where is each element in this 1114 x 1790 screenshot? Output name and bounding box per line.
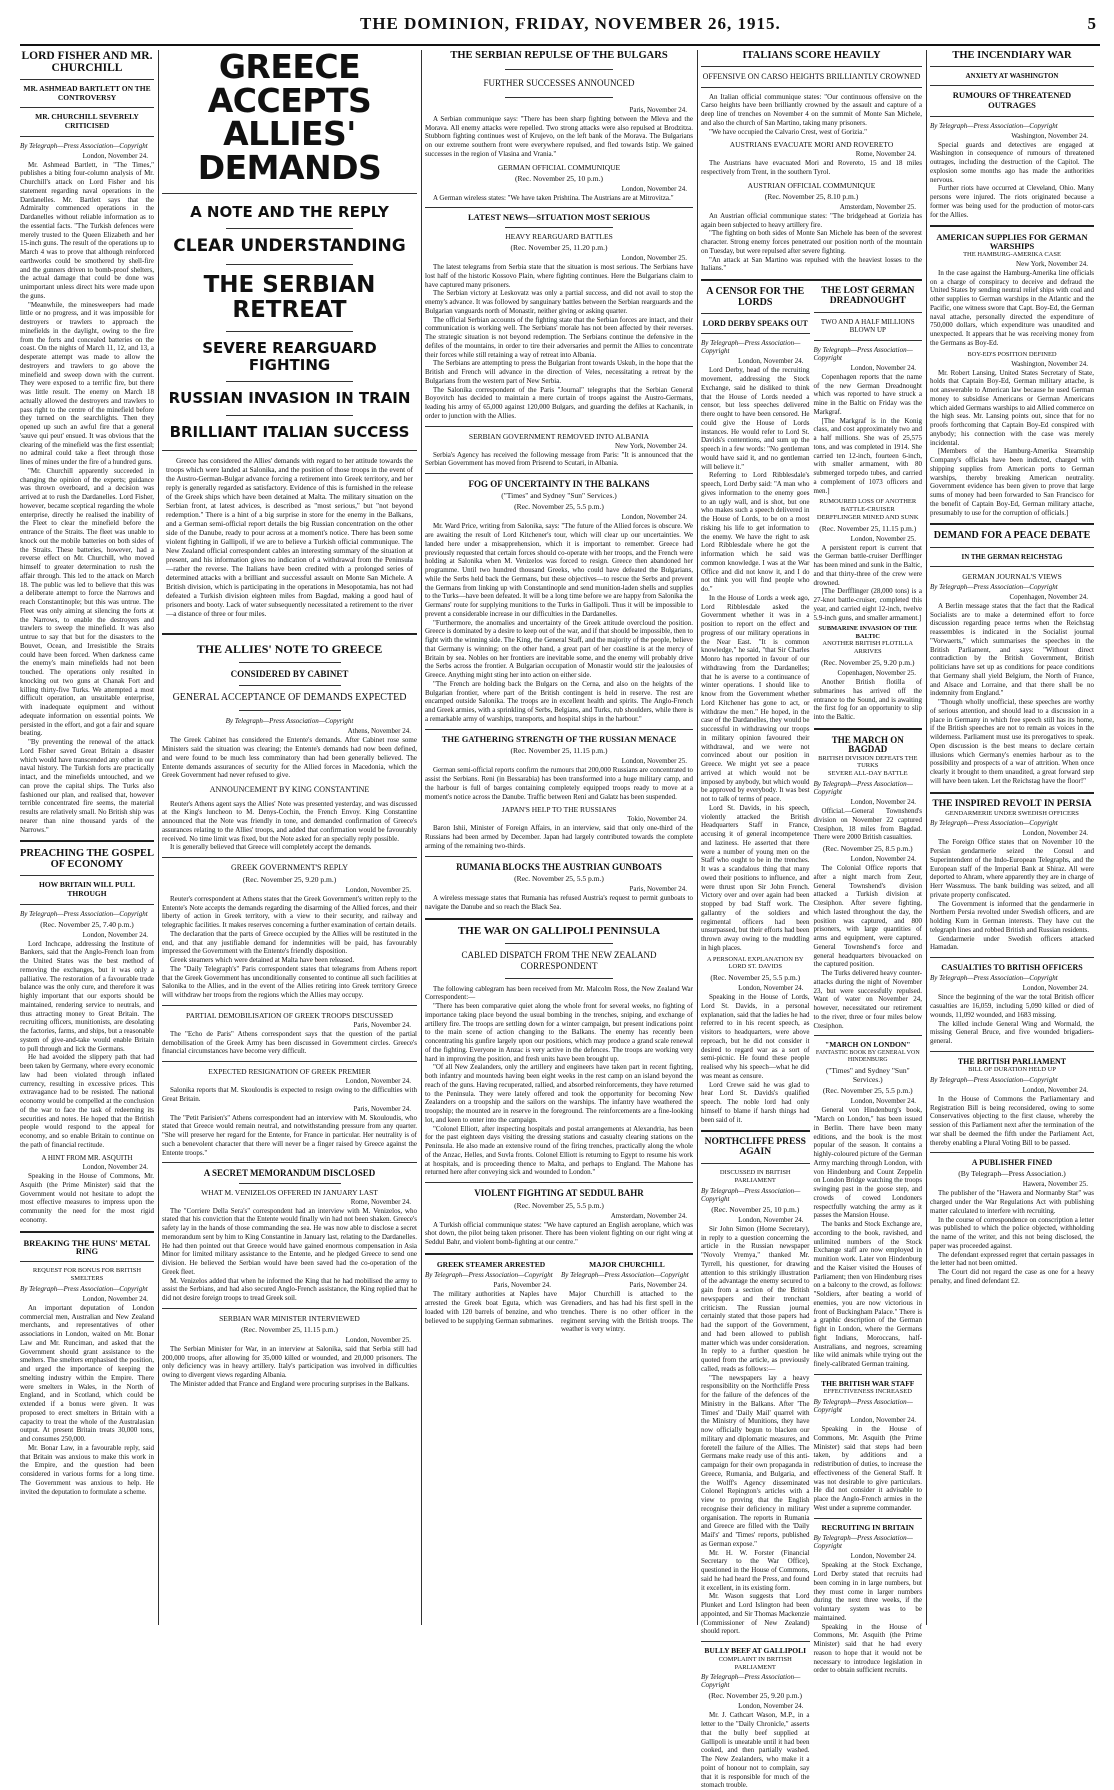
subhead: SEVERE ALL-DAY BATTLE: [827, 770, 908, 778]
article-paragraph: Reuter's Athens agent says the Allies' Note was presented yesterday, and was discussed at the King's luncheon to M. Denys-Cochin, the French Envoy. King Constantine announced that the Note was friendly in tone, and demanded confirmation of Greece's assurances relating to the Allies' troops, and added that confirmation would be favourably received. No time limit was fixed, but the Note asked for an specially reply possible.: [162, 799, 417, 843]
received-line: (Rec. November 25, 10 p.m.): [711, 1204, 800, 1214]
article-paragraph: A Turkish official communique states: "We have captured an English aeroplane, which was shot down, the pilot being taken prisoner. There has been violent fighting on our right wing at Seddul Bahr, and violent bomb-fighting at our centre.": [425, 1220, 693, 1247]
subhead: MAJOR CHURCHILL: [589, 1259, 665, 1269]
article-paragraph: The Foreign Office states that on November 10 the Persian gendarmerie seized the Consul and Superintendent of the Indo-European Telegraphs, and the European staff of the Imperial Bank at Shiraz. All were deported to Ahram, where apparently they are in charge of Herr Wassmuss. The bank building was seized, and all private property confiscated.: [930, 838, 1094, 899]
subhead: SERBIAN GOVERNMENT REMOVED INTO ALBANIA: [468, 431, 650, 441]
dateline: London, November 24.: [738, 357, 804, 366]
subhead: RUMOURS OF THREATENED OUTRAGES: [952, 90, 1072, 110]
dateline: Athens, November 24.: [347, 727, 411, 736]
byline: By Telegraph—Press Association—Copyright: [701, 1186, 801, 1203]
column-2: [162, 47, 417, 1625]
article-paragraph: "By preventing the renewal of the attack Lord Fisher saved Great Britain a disaster which would have transcended any other in our naval history. The Turkish forts are practically intact, and the minefields untouched, and we can prove the capital ships. The Turks also fashioned our plan, and realised that, however terrible concentrated fire seems, the material results are relatively small. No British ship was nearer than nine thousand yards of the Narrows.": [20, 738, 154, 834]
article-paragraph: "Meanwhile, the minesweepers had made little or no progress, and it was impossible for destroyers or trawlers to approach the minefields in the daylight, owing to the fire from the forts and concealed batteries on the coast. On the nights of March 11, 12, and 13, a desperate attempt was made to allow the destroyers and trawlers to go above the minefield and sweep down with the current. They were exposed to a terrific fire, but there was little result. The enemy on March 18 actually allowed the destroyers and trawlers to pass right to the centre of the minefield before they turned on the searchlights. Then they opened up such an awful fire that a general 'sauve qui peut' ensued. It was obvious that the clearing of the minefield was the first essential; no admiral could take a fleet through those lines of mines under the fire of a hundred guns.: [20, 300, 154, 467]
subhead: THE HAMBURG-AMERIKA CASE: [963, 251, 1061, 259]
dateline: London, November 24.: [850, 798, 916, 807]
byline: By Telegraph—Press Association—Copyright: [701, 1673, 801, 1690]
subhead: GREEK STEAMER ARRESTED: [436, 1259, 546, 1269]
received-line: (Rec. November 25, 7.40 p.m.): [40, 919, 134, 929]
subhead: FANTASTIC BOOK BY GENERAL VON HINDENBURG: [815, 1049, 920, 1064]
subhead: LORD DERBY SPEAKS OUT: [702, 319, 808, 329]
subhead: CASUALTIES TO BRITISH OFFICERS: [941, 963, 1083, 973]
article-paragraph: "Colonel Elliott, after inspecting hospitals and postal arrangements at Alexandria, has been for the past eighteen days visiting the dressing stations and casualty clearing stations on the Peninsula. He also made an extensive round of the firing trenches, practically along the whole of the Anzac, Helles, and Suvla fronts. Colonel Elliott is returning to Egypt to resume his work at hospitals, and is proceeding thence to Malta, and perhaps to England. The Mahone has returned here after conveying sick and wounded to London.": [425, 1124, 693, 1177]
article-paragraph: The "Echo de Paris" Athens correspondent says that the question of the partial demobilisation of the Greek Army has been discussed in Government circles. Greece's financial circumstances have become very difficult.: [162, 1029, 417, 1056]
masthead-title: THE DOMINION, FRIDAY, NOVEMBER 26, 1915.: [360, 14, 781, 33]
dateline: Rome, November 24.: [350, 1197, 411, 1206]
article-paragraph: Major Churchill is attached to the Grenadiers, and has had his first spell in the trenches. There is no other officer in the regiment serving with the British troops. The weather is very wintry.: [561, 1290, 693, 1334]
article-paragraph: An Austrian official communique states: "The bridgehead at Gorizia has again been subjected to heavy artillery fire.: [701, 211, 922, 229]
article-paragraph: The Austrians have evacuated Mori and Rovereto, 15 and 18 miles respectively from Trent, in the southern Tyrol.: [701, 159, 922, 177]
article-paragraph: He had avoided the slippery path that had been taken by Germany, where every economic law had been violated through inflated currency, resulting in excessive prices. This extravagance had to be resisted. The national economy would be compelled at the conclusion of the war to face the task of redeeming its securities and notes. He hoped that the British people would respond to the appeal for economy, and so enable Britain to continue on the path of financial rectitude.: [20, 1053, 154, 1149]
dateline: Copenhagen, November 25.: [837, 669, 916, 677]
article-paragraph: [The Derfflinger (28,000 tons) is a 27-knot battle-cruiser, completed this year, and carried eight 12-inch, twelve 5.9-inch guns, and smaller armament.]: [813, 587, 922, 622]
headline-northcliffe: NORTHCLIFFE PRESS AGAIN: [704, 1137, 806, 1158]
service-line: (By Telegraph—Press Association.): [958, 1169, 1066, 1179]
subhead: EXPECTED RESIGNATION OF GREEK PREMIER: [208, 1067, 371, 1077]
article-paragraph: Since the beginning of the war the total British officer casualties are 16,059, including 5,090 killed or died of wounds, 11,092 wounded, and 1683 missing.: [930, 993, 1094, 1019]
article-paragraph: "Mr. Churchill apparently succeeded in changing the opinion of the experts; guidance was thrown overboard, and a decision was arrived at to rush the Dardanelles. Lord Fisher, however, became sceptical regarding the whole enterprise, directly he realised the inability of the Fleet to clear the minefield before the entrance of the Straits. The fleet was unable to knock out the mobile batteries on both sides of the Straits. These batteries, however, had a reverse effect on Mr. Churchill, who moved himself to greater determination to rush the affair through. This led to the attack on March 18. The public was led to believe that this was a deliberate attempt to force the Narrows and reach Constantinople; but this was untrue. The Fleet was only aiming at silencing the forts at the Narrows, to enable the destroyers and trawlers to sweep the minefield. It was also untrue to say that but for the disasters to the Bouvet, Ocean, and Irresistible the Straits could have been forced. When darkness came the enemy's main minefields had not been touched. The operations only resulted in knocking out two guns at Chanak Fort and killing thirty-five Turks. We attempted a most difficult operation, an unsuitable enterprise, with inadequate equipment and without adequate information on essential points. We persisted in the effort, and got a fair and square beating.: [20, 466, 154, 738]
subhead: A HINT FROM MR. ASQUITH: [41, 1153, 133, 1162]
article-paragraph: A Berlin message states that the fact that the Radical Socialists are to make a determined effort to force discussion regarding peace terms when the Reichstag reassembles is indicated in the Socialist journal "Vorwaerts," which summarises the speeches in the British Parliament, and says: "Without direct contradiction by the British Government, British politicians have set up as conditions for peace conditions that Germany shall yield Belgium, the North of France, and Alsace and Lorraine, and that there shall be no indemnity from England.": [930, 601, 1094, 698]
headline-peace-debate: DEMAND FOR A PEACE DEBATE: [933, 530, 1091, 542]
page-number: 5: [1087, 14, 1096, 33]
subhead: CABLED DISPATCH FROM THE NEW ZEALAND CORRESPONDENT: [461, 950, 657, 971]
article-paragraph: The Salonika correspondent of the Paris "Journal" telegraphs that the Serbian General Boyovitch has decided to maintain a mere curtain of troops against the Austro-Germans, leading his army of 65,000 against 120,000 Bulgars, and guarding the defiles at Kachanik, in order to junction with the Allies.: [425, 385, 693, 420]
subhead: SERBIAN WAR MINISTER INTERVIEWED: [219, 1313, 360, 1323]
subhead: RUMANIA BLOCKS THE AUSTRIAN GUNBOATS: [456, 861, 662, 872]
article-paragraph: "Though wholly unofficial, these speeches are worthy of serious attention, and should lead to a discussion in a place in Germany in which free speech still has its home, if the British speeches are not to remain as voices in the wilderness. Parliament must use its prerogatives to speak. Open discussion is the best means to declare certain illusions which Germany's enemies harbour as to the possibility and prospects of a war of attrition. When once clearly it brought to them unaudited, a great forward step will have been taken. Let the Reichstag have the floor!": [930, 698, 1094, 785]
subhead: SUBMARINE INVASION OF THE BALTIC: [818, 625, 918, 640]
article-paragraph: General von Hindenburg's book, "March on London," has been issued in Berlin. There have been many editions, and the book is the most popular of the season. It contains a highly-coloured picture of the German Army marching through London, with von Hindenburg and Count Zeppelin on London Bridge watching the troops swinging past in the goose step, and crowds of cowed Londoners respectfully watching the army as it passes the Mansion House.: [813, 1106, 922, 1220]
article-paragraph: The "Corriere Della Sera's" correspondent had an interview with M. Venizelos, who stated that his conviction that the Entente would finally win had not been shaken. Greece's safety lay in the hands of those commanding the sea. He was now able to disclose a secret memorandum sent by him to King Constantine in January last, relating to the Dardanelles. He had then pointed out that Greece would have gained enormous compensation in Asia Minor for limited military assistance to the Entente, and he pledged Greece to send one division. He believed the Serbian would have been saved had the co-operation of the Greek fleet.: [162, 1206, 417, 1276]
article-paragraph: An important deputation of London commercial men, Australian and New Zealand merchants, and representatives of other associations in London, waited on Mr. Bonar Law and Mr. Runciman, and asked that the Government should grant assistance to the smelters. The smelters emphasised the position, and urged the importance of keeping the smelting industry within the Empire. There were smelters in Wales, in the North of England, and in Scotland, which could be extended if a bonus were given. It was proposed to erect smelters in Britain with a capacity to treat the whole of the Australasian output. At present Britain treats 30,000 tons, and consumes 250,000.: [20, 1303, 154, 1444]
article-paragraph: In the House of Lords a week ago, Lord Ribblesdale asked the Government whether it was in a position to report on the effect and progress of our military operations in the Near East. "It is common knowledge," he said, "that Sir Charles Monro has reported in favour of our withdrawing from the Dardanelles; that he is averse to a continuance of winter operations. I should like to know from the Government whether Lord Kitchener has gone to act, or withdraw the men." He hoped, in the case of the Dardanelles, they would be successful in withdrawing our troops in military opinion favoured their withdrawal, and we were not convinced about our position in Greece. We might yet see a peace arrived at which would not be imposed by anybody, but which would be approved by everybody. It was best not to talk of terms of peace.: [701, 593, 810, 804]
article-paragraph: Mr. Wason suggests that Lord Plunket and Lord Islington had been appointed, and Sir Thomas Mackenzie (Commissioner of New Zealand) should report.: [701, 1592, 810, 1636]
byline: By Telegraph—Press Association—Copyright: [930, 974, 1058, 983]
subhead: BOY-ED'S POSITION DEFINED: [967, 350, 1057, 358]
article-paragraph: "The fighting on both sides of Monte San Michele has been of the severest character. Strong enemy forces penetrated our position north of the mountain on Tuesday, but were repulsed after severe fighting.: [701, 229, 922, 255]
article-paragraph: A German wireless states: "We have taken Prishtina. The Austrians are at Mitrovitza.": [433, 193, 674, 202]
dateline: Paris, November 24.: [353, 1104, 411, 1113]
article-paragraph: Gendarmerie under Swedish officers attacked Hamadan.: [930, 934, 1094, 952]
subhead: ANXIETY AT WASHINGTON: [965, 72, 1059, 81]
article-paragraph: The military authorities at Naples have arrested the Greek boat Eguta, which was loaded with 120 barrels of benzine, and who believed to be supplying German submarines.: [425, 1290, 557, 1325]
received-line: (Rec. November 25, 5.5 p.m.): [822, 1086, 913, 1096]
subhead: A SECRET MEMORANDUM DISCLOSED: [203, 1168, 376, 1179]
received-line: (Rec. November 25, 9.20 p.m.): [242, 874, 337, 884]
byline: By Telegraph—Press Association—Copyright: [425, 1271, 553, 1280]
article-paragraph: Special guards and detectives are engaged at Washington in consequence of rumours of threatened outrages, including the destruction of the Capitol. The explosion some months ago has made the authorities nervous.: [930, 140, 1094, 184]
subhead: TWO AND A HALF MILLIONS BLOWN UP: [820, 318, 915, 335]
article-paragraph: The Colonial Office reports that after a night march from Zeur, General Townshend's division attacked a Turkish division at Ctesiphon. After severe fighting, which lasted throughout the day, the position was captured, and 800 prisoners, with large quantities of arms and equipment, were captured. General Townshend's force and general headquarters bivouacked on the captured position.: [813, 864, 922, 969]
dateline: Copenhagen, November 24.: [1009, 592, 1088, 601]
subhead: MR. CHURCHILL SEVERELY CRITICISED: [35, 112, 139, 130]
dateline: London, November 24.: [82, 1294, 148, 1303]
article-paragraph: Salonika reports that M. Skouloudis is expected to resign owing to the difficulties with Great Britain.: [162, 1086, 417, 1103]
dateline: Rome, November 24.: [855, 150, 916, 159]
dateline: London, November 24.: [850, 1416, 916, 1425]
article-paragraph: The declaration that the parts of Greece occupied by the Allies will be restituted in the end, and that any justifiable demand for indemnities will be paid, has favourably impressed the Government with the Entente's friendly disposition.: [162, 929, 417, 956]
byline: By Telegraph—Press Association—Copyright: [930, 121, 1058, 130]
headline-italians: ITALIANS SCORE HEAVILY: [742, 50, 881, 61]
column-rule: [926, 50, 927, 1625]
article-paragraph: Lord Inchcape, addressing the Institute of Bankers, said that the Anglo-French loan from the United States was the best method of removing the exchanges, but it was only a palliative. The restoration of a favourable trade balance was the only cure, and therefore it was highly important that our exports should be maintained, rendering service to neutrals, and thus attracting money to Great Britain. The recruiting officers, munitionists, are desolating the factories, farms, and ships, but a reasonable system of give-and-take would enable Britain to pull through and lick the Germans.: [20, 939, 154, 1053]
dateline: London, November 24.: [1022, 984, 1088, 993]
received-line: (Rec. November 25, 5.5 p.m.): [514, 502, 604, 512]
dateline: Washington, November 24.: [1011, 359, 1088, 368]
subhead: COMPLAINT IN BRITISH PARLIAMENT: [718, 1655, 792, 1671]
article-paragraph: Speaking at the Stock Exchange, Lord Derby stated that recruits had been coming in in large numbers, but they must come in larger numbers during the next three weeks, if the voluntary system was to be maintained.: [813, 1561, 922, 1622]
article-paragraph: The Minister added that France and England were procuring surprises in the Balkans.: [170, 1379, 410, 1388]
dateline: Amsterdam, November 24.: [610, 1211, 687, 1220]
service-line: ("Times" and Sydney "Sun" Services.): [501, 491, 617, 501]
received-line: (Rec. November 25, 10 p.m.): [515, 173, 603, 183]
headline-bagdad: THE MARCH ON BAGDAD: [831, 734, 904, 755]
subhead: RUSSIAN INVASION IN TRAIN: [168, 389, 411, 408]
article-paragraph: Mr. Ward Price, writing from Salonika, says: "The future of the Allied forces is obscure. We are awaiting the result of Lord Kitchener's tour, which will clear up our uncertainties. We landed here under a misapprehension, which it is important to remember. Greece had previously requested that certain forces should co-operate with her troops, and the French were holding at Salonika when M. Venizelos was forced to resign. Greece then abandoned her programme. Until two hundred thousand Greeks, who could have defeated the Bulgarians, while the Serbs held back the Germans, but these objectives—to rescue the Serbs and prevent the Germans from linking up with Constantinople and send munition-laden shells and supplies to the Turks—have been defeated. It will be a long time before we are happy from Salonika the Germans' route for supplying munitions to the Turks in Gallipoli. Thus it will be impossible to prevent a considerable increase in our difficulties in the Dardanelles.: [425, 522, 693, 618]
article-paragraph: Official.—General Townshend's division on November 22 captured Ctesiphon, 18 miles from Bagdad. There were 2000 British casualties.: [813, 807, 922, 842]
byline: By Telegraph—Press Association—Copyright: [930, 819, 1058, 828]
received-line: (Rec. November 25, 5.5 p.m.): [710, 973, 801, 983]
article-paragraph: In the House of Commons the Parliamentary and Registration Bill is being reconsidered, owing to some Conservatives objecting to the first clause, whereby the session of this Parliament next after the termination of the war shall be deemed the fifth under the Parliament Act, thereby enabling a Plural Voting Bill to be passed.: [930, 1094, 1094, 1147]
dateline: Paris, November 24.: [629, 885, 687, 894]
dateline: London, November 24.: [1022, 1085, 1088, 1094]
subhead: OFFENSIVE ON CARSO HEIGHTS BRILLIANTLY CROWNED: [702, 72, 921, 82]
byline: By Telegraph—Press Association—Copyright: [813, 1398, 913, 1415]
subhead: GERMAN OFFICIAL COMMUNIQUE: [497, 162, 621, 172]
subhead: JAPAN'S HELP TO THE RUSSIANS: [501, 805, 617, 815]
subhead: GENDARMERIE UNDER SWEDISH OFFICERS: [945, 809, 1079, 817]
byline: By Telegraph—Press Association—Copyright: [813, 1534, 913, 1551]
dateline: Paris, November 24.: [629, 105, 687, 114]
dateline: Paris, November 24.: [353, 1020, 411, 1029]
headline-metal-ring: BREAKING THE HUNS' METAL RING: [23, 1237, 151, 1257]
byline: By Telegraph—Press Association—Copyright: [813, 345, 913, 362]
article-paragraph: A persistent report is current that the German battle-cruiser Derfflinger has been mined and sunk in the Baltic, and that thirty-three of the crew were drowned.: [813, 543, 922, 587]
article-paragraph: "An attack at San Martino was repulsed with the heaviest losses to the Italians.": [701, 255, 922, 273]
article-paragraph: The "Petit Parisien's" Athens correspondent had an interview with M. Skouloudis, who stated that Greece would remain neutral, and notwithstanding pressure from any quarter. "She will preserve her regard for the Entente, for France in particular. Her neutrality is of such a benevolent character that there will never be a finger raised by Greece against the Entente troops.": [162, 1113, 417, 1157]
headline-serbian-retreat: THE SERBIAN RETREAT: [203, 271, 376, 324]
article-paragraph: The latest telegrams from Serbia state that the situation is most serious. The Serbians have lost half of the historic Kossovo Plain, where fighting continues. Here the Bulgarians claim to have captured many prisoners.: [425, 263, 693, 289]
subhead: ANNOUNCEMENT BY KING CONSTANTINE: [209, 785, 370, 795]
headline-allies-note: THE ALLIES' NOTE TO GREECE: [196, 642, 383, 657]
article-paragraph: It is generally believed that Greece will completely accept the demands.: [170, 843, 372, 852]
received-line: (Rec. November 25, 8.10 p.m.): [764, 191, 859, 201]
article-paragraph: The Serbian Minister for War, in an interview at Salonika, said that Serbia still had 200,000 troops, after allowing for 35,000 killed or wounded, and 20,000 prisoners. The only deficiency was in heavy artillery. Italy's participation was involved in difficulties owing to divergent views regarding Albania.: [162, 1344, 417, 1380]
article-paragraph: Mr. Ashmead Bartlett, in "The Times," publishes a biting four-column analysis of Mr. Churchill's attack on Lord Fisher and his statement regarding naval operations in the Dardanelles. Mr. Bartlett says that the Admiralty commenced operations in the Dardanelles without reliable information as to the essential facts. "The Turkish defences were merely trusted to the Queen Elizabeth and her 15-inch guns. The result of the operations up to March 4 was to prove that although reinforced earthworks could be smothered by shell-fire and the gunners driven to bomb-proof shelters, the actual damage that could be done was unimportant unless direct hits were made upon the guns.: [20, 160, 154, 300]
censor-lords-article: [701, 287, 810, 1790]
article-paragraph: "Of all New Zealanders, only the artillery and engineers have taken part in recent fighting, both infantry and mounteds having been eight weeks in the rest camp on an island beyond the reach of the guns. Having recuperated, rallied, and absorbed reinforcements, they have returned to the Peninsula. They were lately offered and took the opportunity for becoming New Zealanders on a troopship and the sailors on the warships. The infantry have weathered the troopship; the mounted are in reserve in the foreground. The reinforcements are a fine-looking lot, and keen to enter into the campaign.: [425, 1063, 693, 1124]
dateline: London, November 25.: [345, 885, 411, 894]
dateline: London, November 25.: [621, 757, 687, 766]
dateline: London, November 24.: [738, 1702, 804, 1711]
received-line: (Rec. November 25, 5.5 p.m.): [514, 874, 604, 884]
article-paragraph: "There has been comparative quiet along the whole front for several weeks, no fighting of importance taking place beyond the usual bombing in the trenches, sniping, and exchange of artillery fire. The troops are settling down for a winter campaign, but present indications point to the main scene of action changing to the Balkans. The enemy has recently been concentrating his gunfire largely upon our positions, which may produce a grand scale renewal of the fighting. Everyone in Anzac is very active in the defences. The troops are working very hard in improving the position, and fresh units have been brought up.: [425, 1002, 693, 1063]
article-paragraph: [Members of the Hamburg-Amerika Steamship Company's officials have been indicted, charged with shipping supplies from American ports to German warships, thereby breaking American neutrality. Government evidence has been given to prove that large sums of money had been forwarded to San Francisco for the benefit of Captain Boy-Ed, German military attache, presumably to use for the corruption of officials.]: [930, 447, 1094, 517]
headline-lord-fisher: LORD FISHER AND MR. CHURCHILL: [21, 50, 153, 75]
article-paragraph: Mr. Robert Lansing, United States Secretary of State, holds that Captain Boy-Ed, German military attache, is not answerable to American law because he used German money to subsidise Americans or German Americans which aided Germans warships to aid Allied commerce on the high seas. Mr. Lansing points out, since that for no proofs forthcoming that Captain Boy-Ed conspired with anybody; his connection with the case was merely incidental.: [930, 368, 1094, 447]
dateline: London, November 25.: [621, 254, 687, 263]
dateline: London, November 24.: [82, 930, 148, 939]
article-paragraph: M. Venizelos added that when he informed the King that he had mobilised the army to assist the Serbians, and had also secured Anglo-French assistance, the King replied that he did not desire foreign troops to tread Greek soil.: [162, 1276, 417, 1303]
subhead: MR. ASHMEAD BARTLETT ON THE CONTROVERSY: [23, 84, 151, 102]
dateline: Washington, November 24.: [1011, 131, 1088, 140]
headline-incendiary: THE INCENDIARY WAR: [952, 50, 1072, 61]
subhead: CLEAR UNDERSTANDING: [173, 236, 406, 257]
subhead: HOW BRITAIN WILL PULL THROUGH: [38, 880, 136, 899]
article-paragraph: Mr. H. W. Forster (Financial Secretary to the War Office), questioned in the House of Commons, said he had heard the Press, and found it excellent, in its existing form.: [701, 1548, 810, 1592]
service-line: ("Times" and Sydney "Sun" Services.): [825, 1066, 910, 1085]
column-3: [425, 50, 693, 1625]
dateline: London, November 24.: [738, 984, 804, 993]
article-paragraph: The Turks delivered heavy counter-attacks during the night of November 23, but were successfully repulsed. Want of water on November 24, however, necessitated our retirement to the river, three or four miles below Ctesiphon.: [813, 969, 922, 1030]
article-paragraph: Baron Ishii, Minister of Foreign Affairs, in an interview, said that only one-third of the Russians had been armed by December. Japan had largely contributed towards the complete arming of the remaining two-thirds.: [425, 824, 693, 850]
received-line: (Rec. November 25, 8.5 p.m.): [822, 844, 913, 854]
dateline: London, November 24.: [82, 1163, 148, 1172]
subhead: REQUEST FOR BONUS FOR BRITISH SMELTERS: [32, 1267, 142, 1283]
subhead: HEAVY REARGUARD BATTLES: [505, 232, 613, 242]
headline-greece-accepts: GREECE ACCEPTS ALLIES' DEMANDS: [197, 47, 382, 187]
article-paragraph: Copenhagen reports that the name of the new German Dreadnought which was reported to have struck a mine in the Baltic on Friday was the Markgraf.: [813, 372, 922, 416]
subhead: BULLY BEEF AT GALLIPOLI: [704, 1646, 807, 1656]
dateline: London, November 24.: [1022, 829, 1088, 838]
article-paragraph: Greek steamers which were detained at Malta have been released.: [170, 956, 355, 965]
subhead: BRITISH DIVISION DEFEATS THE TURKS: [818, 754, 918, 770]
headline-persia: THE INSPIRED REVOLT IN PERSIA: [932, 798, 1092, 809]
dateline: Hawera, November 25.: [1022, 1180, 1088, 1189]
received-line: (Rec. November 25, 11.15 p.m.): [241, 1324, 338, 1334]
subhead: VIOLENT FIGHTING AT SEDDUL BAHR: [474, 1188, 644, 1199]
dateline: London, November 24.: [850, 1552, 916, 1561]
received-line: (Rec. November 25, 11.15 p.m.): [510, 746, 608, 756]
subhead: ANOTHER BRITISH FLOTILLA ARRIVES: [822, 640, 914, 656]
summary-paragraph: Greece has considered the Allies' demands with regard to her attitude towards the troops which were landed at Salonika, and the position of those troops in the event of the Austro-German-Bulgar advance forcing a retirement into Greek territory, and her reply is generally regarded as satisfactory. Evidence of this is furnished in the release of the Greek ships which have been detained at Malta. The military situation on the Serbian front, at latest advices, is described as "most serious," but "not beyond redemption." There is a hint of a big surprise in store for the enemy in the Balkans, and a German semi-official report details the big Russian concentration on the other side of the Danube, ready to pour across at a moment's notice. There has been some violent fighting in Gallipoli, if we are to believe a Turkish official communique. The New Zealand official correspondent cables an interesting summary of the situation at present, and his information gives no indication of a withdrawal from the Peninsula—rather the reverse. The Italians have been credited with a prolonged series of determined attacks with a brilliant and successful assault on Monte San Michele. A British division, which is participating in the operations in Mesopotamia, has not had defeated a Turkish division eighteen miles from Bagdad, making a good haul of prisoners and booty. Lack of water subsequently necessitated a retirement to the river—a distance of three or four miles.: [166, 457, 413, 619]
dateline: London, November 24.: [738, 1215, 804, 1224]
byline: By Telegraph—Press Association—Copyright: [701, 339, 801, 356]
dateline: New York, November 24.: [615, 441, 687, 450]
subhead: A PUBLISHER FINED: [971, 1158, 1053, 1168]
article-paragraph: Referring to Lord Ribblesdale's speech, Lord Derby said: "A man who gives information to the enemy goes to an ugly wall, and is shot, but one who makes such a speech delivered in the House of Lords, to be on a most risking his life to get information to the enemy. We have the right to ask Lord Ribblesdale where he got the information which he said was common knowledge. I was at the War Office and did not know it, and I do not think you will find people who do.": [701, 471, 810, 594]
major-churchill-article: [561, 1261, 693, 1334]
received-line: (Rec. November 25, 11.15 p.m.): [819, 523, 917, 533]
dateline: London, November 24.: [850, 855, 916, 864]
subhead: GENERAL ACCEPTANCE OF DEMANDS EXPECTED: [172, 692, 407, 704]
article-paragraph: Another British flotilla of submarines has arrived off the entrance to the Sound, and is awaiting the first fog for an opportunity to slip into the Baltic.: [813, 678, 922, 721]
subhead: "MARCH ON LONDON": [825, 1040, 911, 1050]
byline: By Telegraph—Press Association—Copyright: [930, 582, 1058, 591]
article-paragraph: "We have occupied the Calvario Crest, west of Gorizia.": [709, 127, 867, 136]
headline-serbian-repulse: THE SERBIAN REPULSE OF THE BULGARS: [450, 50, 668, 61]
article-paragraph: The Serbian victory at Leskovatz was only a partial success, and did not avail to stop the enemy's advance. It was followed by sanguinary battles between the Serbian rearguards and the Bulgarian vanguards north of Monastir, neither giving or asking quarter.: [425, 289, 693, 315]
headline-censor: A CENSOR FOR THE LORDS: [706, 286, 805, 308]
column-4: [701, 50, 922, 1790]
article-paragraph: The publisher of the "Hawera and Normanby Star" was charged under the War Regulations Act with publishing matter calculated to interfere with recruiting.: [930, 1189, 1094, 1215]
article-paragraph: Speaking in the House of Lords, Lord St. Davids, in a personal explanation, said that the ladies he had referred to in his recent speech, as visitors to headquarters, were above reproach, but he did not consider it desired to regard war as a sort of semi-picnic. He found these people realised why his speech—what he did was meant as censure.: [701, 993, 810, 1080]
subhead: THE GATHERING STRENGTH OF THE RUSSIAN MENACE: [441, 733, 677, 744]
subhead: GERMAN JOURNAL'S VIEWS: [962, 571, 1062, 581]
article-paragraph: The "Daily Telegraph's" Paris correspondent states that telegrams from Athens report that the Greek Government has unconditionally consented to continue all such facilities at Salonika to the Allies, and in the event of the Allies retiring into Greek territory Greece will withdraw her troops from the regions which the Allies may occupy.: [162, 964, 417, 1000]
article-paragraph: Lord St. Davids, in his speech, violently attacked the British Headquarters Staff in France, accusing it of general incompetence and laziness. He asserted that there were a number of young men on the Staff who ought to be in the trenches. It was a scandalous thing that many owed their positions to influence, and were thrust upon Sir John French. Victory over and over again had been stopped by bad Staff work. The gallantry of the soldiers and regimental officers had been unsurpassed, but their efforts had been thrown away owing to the muddling in high places.: [701, 803, 810, 952]
column-rule: [158, 50, 159, 1625]
masthead: [20, 6, 1100, 46]
dateline: London, November 24.: [850, 1097, 916, 1106]
dateline: London, November 24.: [621, 184, 687, 193]
subhead: LATEST NEWS—SITUATION MOST SERIOUS: [468, 212, 650, 223]
subhead: SEVERE REARGUARD FIGHTING: [202, 339, 377, 374]
byline: By Telegraph—Press Association—Copyright: [225, 717, 354, 726]
article-paragraph: The defendant expressed regret that certain passages in the letter had not been omitted.: [930, 1250, 1094, 1268]
dateline: London, November 24.: [850, 363, 916, 372]
subhead: FURTHER SUCCESSES ANNOUNCED: [483, 78, 635, 89]
subhead: FOG OF UNCERTAINTY IN THE BALKANS: [468, 479, 650, 490]
subhead: IN THE GERMAN REICHSTAG: [961, 552, 1063, 561]
article-paragraph: Speaking in the House of Commons, Mr. Asquith (the Prime Minister) said that the Government would not hesitate to adopt the most effective measures to impress upon the community the need for the most rigid economy.: [20, 1172, 154, 1224]
column-rule: [421, 50, 422, 1625]
article-paragraph: Lord Derby, head of the recruiting movement, addressing the Stock Exchange, said he disliked to think that the House of Lords needed a censor, but less speeches delivered there ought to have been censored. He could give the House of Lords instances. He would refer to Lord St. Davids's contentions, and sum up the speech in a few words: "No gentleman would have said it, and no gentleman will believe it.": [701, 366, 810, 471]
article-paragraph: Speaking in the House of Commons, Mr. Asquith (the Prime Minister) said that steps had been taken, by additions and a redistribution of duties, to increase the effectiveness of the General Staff. It was not desirable to give particulars. He did not consider it advisable to place the Anglo-French armies in the West under a supreme commander.: [813, 1425, 922, 1512]
headline-gallipoli: THE WAR ON GALLIPOLI PENINSULA: [457, 924, 661, 937]
dateline: Paris, November 24.: [629, 1281, 687, 1290]
article-paragraph: "The newspapers lay a heavy responsibility on the Northcliffe Press for the failure of the defences of the Ministry in the Balkans. After 'The Times' and 'Daily Mail' quarrel with the Ministry of Munitions, they have now officially begun to blacken our military and diplomatic measures, and foretell the failure of the Allies. The Germans make ready use of this anti-campaign for their own propaganda in Greece, Rumania, and Bulgaria, and the Wolff's Agency disseminated Colonel Repington's articles with a view to proving that the English recognise their deficiency in military organisation. The reports in Rumania and Greece are filled with the 'Daily Mail's' and 'Times' reports, published as German expose.": [701, 1373, 810, 1548]
byline: By Telegraph—Press Association—Copyright: [813, 780, 913, 797]
dateline: Amsterdam, November 25.: [839, 202, 916, 211]
dateline: London, November 24.: [345, 1077, 411, 1086]
subhead: RUMOURED LOSS OF ANOTHER BATTLE-CRUISER: [819, 498, 917, 514]
split-section: [425, 1261, 693, 1334]
article-paragraph: Serbia's Agency has received the following message from Paris: "It is announced that the Serbian Government has moved from Prisrend to Scutari, in Albania.: [425, 450, 693, 468]
subhead: EFFECTIVENESS INCREASED: [823, 1388, 912, 1396]
article-paragraph: Mr. Bonar Law, in a favourable reply, said that Britain was anxious to make this work in the Empire, and the question had been considered in various forms for a long time. The Government was anxious to help. He invited the deputation to formulate a scheme.: [20, 1443, 154, 1496]
article-paragraph: German semi-official reports confirm the rumours that 200,000 Russians are concentrated to assist the Serbians. Reni (in Bessarabia) has been transformed into a huge military camp, and the harbour is full of barges containing completely equipped troops ready to move at a moment's notice across the Danube. Traffic between Reni and Galatz has been suspended.: [425, 766, 693, 801]
article-paragraph: In the case against the Hamburg-Amerika line officials on a charge of conspiracy to deceive and defraud the United States by sending neutral relief ships with coal and other supplies to German warships in the Atlantic and the Pacific, one witness swore that Capt. Boy-Ed, the German naval attache, personally directed the expenditure of 750,000 dollars, which expenditure was unaudited and unexpected. It appears that he was receiving money from the Germans as Boy-Ed.: [930, 268, 1094, 347]
received-line: (Rec. November 25, 5.5 p.m.): [514, 1200, 604, 1210]
article-paragraph: Speaking in the House of Commons, Mr. Asquith (the Prime Minister) said that he had every reason to hope that it would not be necessary to introduce legislation in order to obtain sufficient recruits.: [813, 1622, 922, 1675]
subhead: AUSTRIANS EVACUATE MORI AND ROVERETO: [729, 140, 894, 150]
subhead: CONSIDERED BY CABINET: [230, 669, 349, 679]
article-paragraph: The Court did not regard the case as one for a heavy penalty, and fined defendant £2.: [930, 1268, 1094, 1285]
article-paragraph: The official Serbian accounts of the fighting state that the Serbian forces are intact, and their communication is working well. The Serbians' morale has not been affected by their reverses. The strategic situation is not beyond redemption. The Serbians continue the defensive in the defiles of the mountains, in order to tire their adversaries and permit the Allies to concentrate their forces while still retaining a way of retreat into Albania.: [425, 315, 693, 359]
received-line: (Rec. November 25, 9.20 p.m.): [708, 1691, 803, 1701]
column-1: [20, 50, 154, 1625]
article-paragraph: The killed include General Wing and Wormald, the missing General Bruce, and five wounded brigadiers-general.: [930, 1019, 1094, 1046]
subhead: THE BRITISH WAR STAFF: [821, 1378, 915, 1388]
dreadnought-article: [814, 287, 923, 1790]
dateline: New York, November 24.: [1016, 259, 1088, 268]
article-paragraph: Mr. J. Cathcart Wason, M.P., in a letter to the "Daily Chronicle," asserts that the bully beef supplied at Gallipoli is uneatable until it had been cooked, and then partially washed. The New Zealanders, who make it a point of honour not to complain, say that it is responsible for much of the stomach trouble.: [701, 1711, 810, 1790]
article-paragraph: The Government is informed that the gendarmerie in Northern Persia revolted under Swedish officers, and are holding Kum in German interests. They have cut the telegraph lines and robbed British and Russian residents.: [930, 899, 1094, 934]
article-paragraph: The following cablegram has been received from Mr. Malcolm Ross, the New Zealand War Correspondent:—: [425, 984, 693, 1002]
subhead: PARTIAL DEMOBILISATION OF GREEK TROOPS DISCUSSED: [185, 1010, 393, 1020]
subhead: DERFFLINGER MINED AND SUNK: [816, 513, 919, 521]
dateline: Paris, November 24.: [493, 1281, 551, 1290]
article-paragraph: Reuter's correspondent at Athens states that the Greek Government's written reply to the Entente's Note accepts the demands regarding the disarming of the Allied forces, and their liberty of action in Greek territory, with a view to their security, and railway and telegraphic facilities. It makes reserves concerning a further examination of certain details.: [162, 894, 417, 930]
article-paragraph: In the course of correspondence on conscription a letter was published to which the police objected, withholding the name of the writer, and this not being disclosed, the paper was proceeded against.: [930, 1215, 1094, 1250]
column-rule: [697, 50, 698, 1625]
byline: By Telegraph—Press Association—Copyright: [20, 141, 148, 150]
dateline: London, November 24.: [82, 151, 148, 160]
byline: By Telegraph—Press Association—Copyright: [20, 1284, 148, 1293]
article-paragraph: The banks and Stock Exchange are, according to the book, ravished, and unlimited numbers of the Stock Exchange staff are now employed in munition work. Later von Hindenburg and the Kaiser visited the Houses of Parliament; then von Hindenburg rises on a balcony to the crowd, as follows: "Soldiers, after beating a world of enemies, you are now victorious in front of Buckingham Palace." There is a graphic description of the German fight in London, where the Germans fight Indians, Moroccans, half-Australians, and negroes, screaming like wild animals while trying out the finely-calibrated German training.: [813, 1220, 922, 1369]
article-paragraph: [The Markgraf is in the Konig class, and cost approximately two and a half millions. She was of 25,575 tons, and was completed in 1914. She carried ten 12-inch, fourteen 6-inch, with smaller armament, with 80 submerged torpedo tubes, and carried a complement of 1073 officers and men.]: [813, 416, 922, 495]
article-paragraph: Lord Crewe said he was glad to hear Lord St. Davids's qualified speech. The noble lord had only himself to blame if harsh things had been said of it.: [701, 1080, 810, 1124]
byline: By Telegraph—Press Association—Copyright: [561, 1271, 689, 1280]
article-paragraph: "Furthermore, the anomalies and uncertainty of the Greek attitude overcloud the position. Greece is dominated by a desire to keep out of the war, and if that should be impossible, then to fight with the winning side. The King, the General Staff, and the majority of the people, believe that Germany is winning; on the other hand, a great part of her coastline is at the mercy of Britain by sea. Nobles on her frontiers are inevitable some, and the enemy will probably drive the Serbs across the frontier. A Bulgarian occupation of Monastir would stir the jealousies of Greece. Anything might sting her into action on either side.: [425, 618, 694, 680]
article-paragraph: A Serbian communique says: "There has been sharp fighting between the Mleva and the Morava. All enemy attacks were repelled. Two strong attacks were also repulsed at Brodzitza. Stubborn fighting continues west of Krujevo, on the left bank of the Morava. The Bulgarians on our extreme southern front were everywhere repulsed, and fled towards Istip. We gained successes in the region of Vlasina and Vrania.": [425, 114, 693, 158]
byline: By Telegraph—Press Association—Copyright: [20, 909, 148, 918]
subhead: DISCUSSED IN BRITISH PARLIAMENT: [719, 1169, 791, 1185]
subhead: BILL OF DURATION HELD UP: [968, 1065, 1056, 1073]
subhead: THE BRITISH PARLIAMENT: [957, 1056, 1067, 1066]
headline-dreadnought: THE LOST GERMAN DREADNOUGHT: [821, 286, 915, 307]
split-section: [701, 287, 922, 1790]
byline: By Telegraph—Press Association—Copyright: [930, 1075, 1058, 1084]
subhead: RECRUITING IN BRITAIN: [821, 1522, 914, 1532]
received-line: (Rec. November 25, 9.20 p.m.): [820, 658, 915, 667]
subhead: A PERSONAL EXPLANATION BY LORD ST. DAVIDS: [706, 955, 804, 971]
article-paragraph: Sir John Simon (Home Secretary), in reply to a question concerning the article in the Russian newspaper "Novoly Vremya," thanked Mr. Tyrrell, his questioner, for drawing attention to this strikingly illustration of the advantage the enemy secured to gain from a section of the British newspapers and their trenchant criticism. The Russian journal certainly stated that those papers had had the support of the Government, and had been allowed to publish matter which was under consideration. In reply to a further question he quoted from the article, as previously called, reads as follows:—: [701, 1224, 810, 1373]
dateline: London, November 25.: [345, 1335, 411, 1344]
article-paragraph: The Greek Cabinet has considered the Entente's demands. After Cabinet rose some Ministers said the situation was clearing; the Entente's demands had now been defined, and were found to be much less comminatory than had been generally believed. The Entente demands assurances of security for the Allied forces in Macedonia, which the Greek Government had never refused to give.: [162, 736, 417, 780]
subhead: WHAT M. VENIZELOS OFFERED IN JANUARY LAST: [201, 1187, 378, 1197]
article-paragraph: A wireless message states that Rumania has refused Austria's request to permit gunboats to navigate the Danube and so reach the Black Sea.: [425, 894, 693, 911]
dateline: London, November 25.: [850, 534, 916, 543]
subhead: AUSTRIAN OFFICIAL COMMUNIQUE: [747, 180, 876, 190]
article-paragraph: An Italian official communique states: "Our continuous offensive on the Carso heights have been brilliantly crowned by the assault and capture of a deep line of trenches on November 4 on the summit of Monte San Michele, and also the church of San Martino, taking many prisoners.: [701, 92, 922, 127]
article-paragraph: The Serbians are attempting to press the Bulgarian front towards Uskub, in the hope that the British and French will advance in the direction of Veles, necessitating a retreat by the Bulgarians from the western part of New Serbia.: [425, 359, 693, 385]
subhead: GREEK GOVERNMENT'S REPLY: [230, 863, 349, 873]
subhead: BRILLIANT ITALIAN SUCCESS: [169, 422, 410, 441]
received-line: (Rec. November 25, 11.20 p.m.): [510, 243, 608, 253]
headline-american-supplies: AMERICAN SUPPLIES FOR GERMAN WARSHIPS: [936, 232, 1088, 252]
dateline: London, November 24.: [621, 513, 687, 522]
subhead: A NOTE AND THE REPLY: [190, 202, 389, 221]
article-paragraph: "The French are holding back the Bulgars on the Cerna, and also on the heights of the Bulgarian frontier, where part of the British contingent is held in reserve. The rest are encamped outside Salonika. The troops are in excellent health and spirits. The Anglo-French and Greek armies, with a sprinkling of Serbs, Belgians, and Turks, rub shoulders, while there is a remarkable army of warships, transports, and hospital ships in the harbour.": [425, 679, 693, 723]
column-5: [930, 50, 1094, 1625]
dateline: Tokio, November 24.: [627, 815, 687, 824]
greek-steamer-article: [425, 1261, 557, 1334]
article-paragraph: Further riots have occurred at Cleveland, Ohio. Many persons were injured. The riots originated because a former was being used for the production of motor-cars for the Allies.: [930, 184, 1094, 219]
headline-economy: PREACHING THE GOSPEL OF ECONOMY: [20, 848, 154, 871]
